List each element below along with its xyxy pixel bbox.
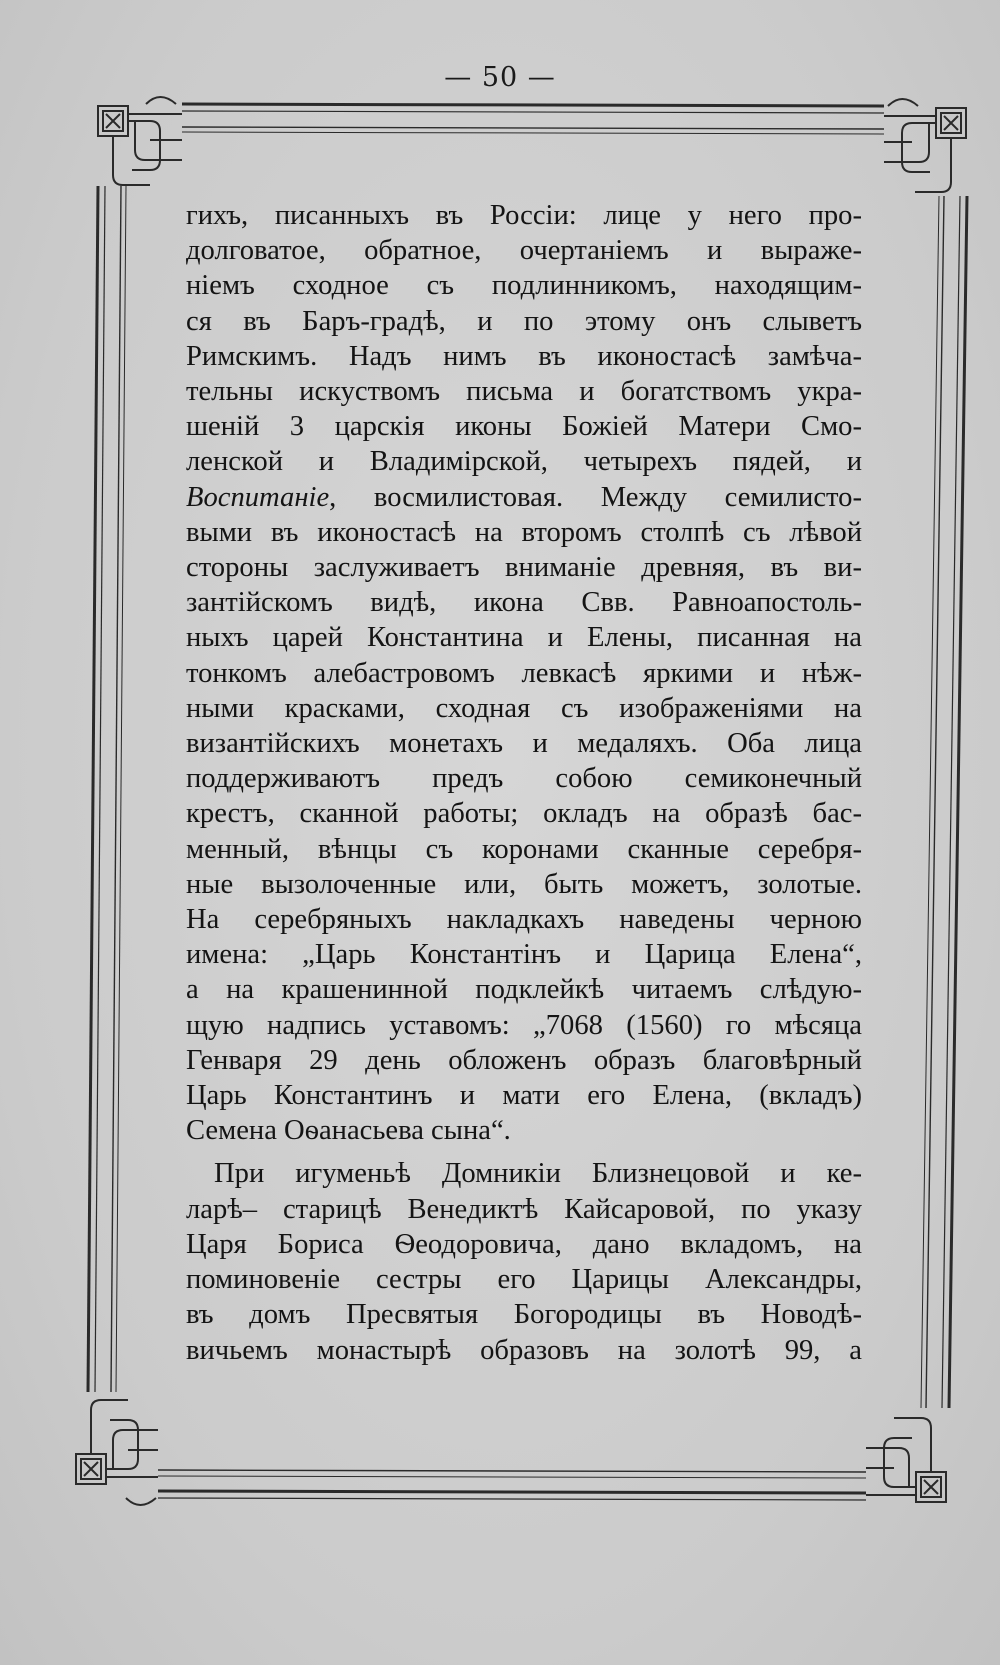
text-line: ными красками, сходная съ изображеніями на xyxy=(186,692,862,724)
text-line: менный, вѣнцы съ коронами сканные серебря- xyxy=(186,833,862,865)
text-line: Царя Бориса Ѳеодоровича, дано вкладомъ, на xyxy=(186,1228,862,1260)
text-line: Генваря 29 день обложенъ образъ благовѣрный xyxy=(186,1044,862,1076)
text-line: византійскихъ монетахъ и медаляхъ. Оба лица xyxy=(186,728,862,760)
text-line: щую надпись уставомъ: „7068 (1560) го мѣсяца xyxy=(186,1009,862,1041)
text-line: На серебряныхъ накладкахъ наведены черною xyxy=(186,904,862,936)
text-line: вичьемъ монастырѣ образовъ на золотѣ 99, а xyxy=(186,1334,862,1366)
text-line: стороны заслуживаетъ вниманіе древняя, въ ви- xyxy=(186,552,862,584)
text-line: тельны искуствомъ письма и богатствомъ укра- xyxy=(186,376,862,408)
text-line: долговатое, обратное, очертаніемъ и выраже- xyxy=(186,235,862,267)
text-line: зантійскомъ видѣ, икона Свв. Равноапостоль- xyxy=(186,587,862,619)
text-line: Семена Оѳанасьева сына“. xyxy=(186,1115,511,1147)
text-line: Воспитаніе, восмилистовая. Между семилисто- xyxy=(186,481,862,513)
text-line: ныхъ царей Константина и Елены, писанная на xyxy=(186,622,862,654)
text-line: поддерживаютъ предъ собою семиконечный xyxy=(186,763,862,795)
text-line: При игуменьѣ Домникіи Близнецовой и ке- xyxy=(214,1158,862,1190)
text-line: ніемъ сходное съ подлинникомъ, находящим- xyxy=(186,270,862,302)
text-line: тонкомъ алебастровомъ левкасѣ яркими и нѣж- xyxy=(186,657,862,689)
text-line: Царь Константинъ и мати его Елена, (вкладъ) xyxy=(186,1080,862,1112)
italic-word: Воспитаніе xyxy=(186,481,330,513)
text-line: ленской и Владимірской, четырехъ пядей, и xyxy=(186,446,862,478)
text-line: шеній 3 царскія иконы Божіей Матери Смо- xyxy=(186,411,862,443)
text-line: а на крашенинной подклейкѣ читаемъ слѣдую- xyxy=(186,974,862,1006)
text-line: выми въ иконостасѣ на второмъ столпѣ съ лѣвой xyxy=(186,516,862,548)
text-line: ларѣ– старицѣ Венедиктѣ Кайсаровой, по указу xyxy=(186,1193,862,1225)
text-line: гихъ, писанныхъ въ Россіи: лице у него про- xyxy=(186,200,862,231)
page-number: — 50 — xyxy=(444,62,556,93)
text-line: въ домъ Пресвятыя Богородицы въ Новодѣ- xyxy=(186,1299,862,1331)
text-line: ные вызолоченные или, быть можетъ, золотые. xyxy=(186,868,862,900)
text-line: ся въ Баръ-градѣ, и по этому онъ слыветъ xyxy=(186,305,862,337)
text-line: поминовеніе сестры его Царицы Александры, xyxy=(186,1264,862,1296)
text-line: крестъ, сканной работы; окладъ на образѣ бас- xyxy=(186,798,862,830)
text-line: имена: „Царь Константінъ и Царица Елена“, xyxy=(186,939,862,971)
paragraph xyxy=(186,1156,862,1367)
text-line: Римскимъ. Надъ нимъ въ иконостасѣ замѣча- xyxy=(186,340,862,372)
text-block xyxy=(186,198,862,1368)
paragraph xyxy=(186,198,862,1148)
